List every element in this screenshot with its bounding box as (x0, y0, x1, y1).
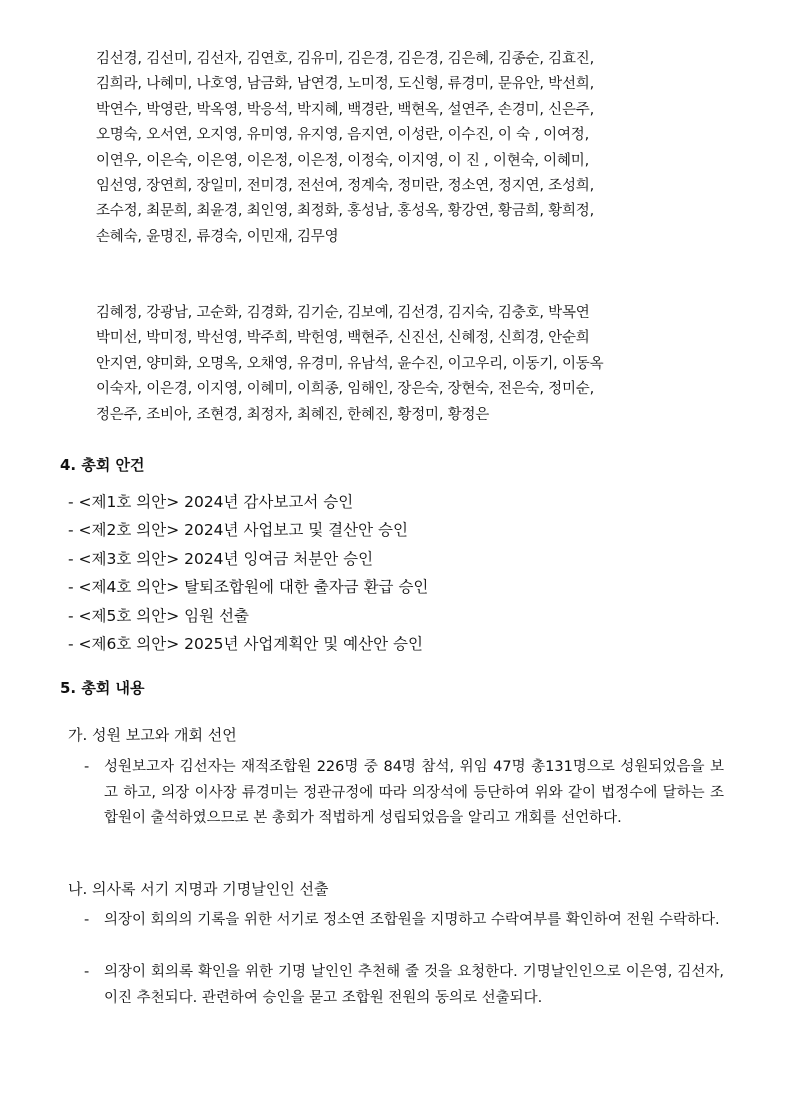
dash-bullet: - (84, 964, 90, 980)
attendee-line: 임선영, 장연희, 장일미, 전미경, 전선여, 정계숙, 정미란, 정소연, 정지연, 조성희, (96, 178, 594, 195)
agenda-list (68, 488, 428, 658)
secretary-appointment-paragraph (84, 908, 724, 934)
attendee-list-group-2 (96, 301, 736, 428)
attendee-line: 김희라, 나혜미, 나호영, 남금화, 남연경, 노미정, 도신형, 류경미, 문유안, 박선희, (96, 76, 594, 93)
agenda-item: - <제2호 의안> 2024년 사업보고 및 결산안 승인 (68, 521, 408, 540)
agenda-item: - <제6호 의안> 2025년 사업계획안 및 예산안 승인 (68, 635, 423, 654)
attendee-line: 박미선, 박미정, 박선영, 박주희, 박헌영, 백현주, 신진선, 신혜정, 신희경, 안순희 (96, 330, 590, 347)
attendee-line: 손혜숙, 윤명진, 류경숙, 이민재, 김무영 (96, 228, 339, 245)
attendee-line: 정은주, 조비아, 조현경, 최정자, 최혜진, 한혜진, 황정미, 황정은 (96, 406, 490, 423)
paragraph-text: 의장이 회의록 확인을 위한 기명 날인인 추천해 줄 것을 요청한다. 기명날인인으로 이은영, 김선자, 이진 추천되다. 관련하여 승인을 묻고 조합원 전원의 동의로 선출되다. (104, 964, 724, 1006)
attendee-line: 박연수, 박영란, 박옥영, 박응석, 박지혜, 백경란, 백현옥, 설연주, 손경미, 신은주, (96, 101, 594, 118)
quorum-report-paragraph (84, 755, 724, 832)
agenda-item: - <제3호 의안> 2024년 잉여금 처분안 승인 (68, 549, 374, 568)
section-4-title: 4. 총회 안건 (60, 456, 145, 474)
dash-bullet: - (84, 759, 90, 775)
signatory-election-paragraph (84, 960, 724, 1011)
section-5-title: 5. 총회 내용 (60, 679, 145, 697)
dash-bullet: - (84, 912, 90, 928)
agenda-item: - <제4호 의안> 탈퇴조합원에 대한 출자금 환급 승인 (68, 578, 429, 597)
attendee-list-group-1 (96, 47, 736, 250)
paragraph-text: 의장이 회의의 기록을 위한 서기로 정소연 조합원을 지명하고 수락여부를 확인하여 전원 수락하다. (104, 912, 720, 928)
attendee-line: 조수정, 최문희, 최윤경, 최인영, 최정화, 홍성남, 홍성옥, 황강연, 황금희, 황희정, (96, 203, 594, 220)
attendee-line: 이숙자, 이은경, 이지영, 이혜미, 이희종, 임해인, 장은숙, 장현숙, 전은숙, 정미순, (96, 381, 594, 398)
paragraph-text: 성원보고자 김선자는 재적조합원 226명 중 84명 참석, 위임 47명 총131명으로 성원되었음을 보고 하고, 의장 이사장 류경미는 정관규정에 따라 의장석에 등단하여 위와 같이 법정수에 달하는 조합원이 출석하였으므로 본 총회가 적법하게 성립되었음을 알리고 개회를 선언하다. (104, 759, 724, 827)
attendee-line: 오명숙, 오서연, 오지영, 유미영, 유지영, 음지연, 이성란, 이수진, 이 숙 , 이여정, (96, 127, 589, 144)
attendee-line: 이연우, 이은숙, 이은영, 이은정, 이은정, 이정숙, 이지영, 이 진 , 이현숙, 이혜미, (96, 152, 589, 169)
attendee-line: 김혜정, 강광남, 고순화, 김경화, 김기순, 김보예, 김선경, 김지숙, 김충호, 박목연 (96, 305, 590, 321)
agenda-item: - <제5호 의안> 임원 선출 (68, 606, 249, 625)
attendee-line: 안지연, 양미화, 오명옥, 오채영, 유경미, 유남석, 윤수진, 이고우리, 이동기, 이동옥 (96, 355, 604, 372)
subsection-na-title: 나. 의사록 서기 지명과 기명날인인 선출 (68, 880, 329, 898)
attendee-line: 김선경, 김선미, 김선자, 김연호, 김유미, 김은경, 김은경, 김은혜, 김종순, 김효진, (96, 51, 594, 67)
agenda-item: - <제1호 의안> 2024년 감사보고서 승인 (68, 493, 354, 511)
subsection-ga-title: 가. 성원 보고와 개회 선언 (68, 726, 237, 744)
